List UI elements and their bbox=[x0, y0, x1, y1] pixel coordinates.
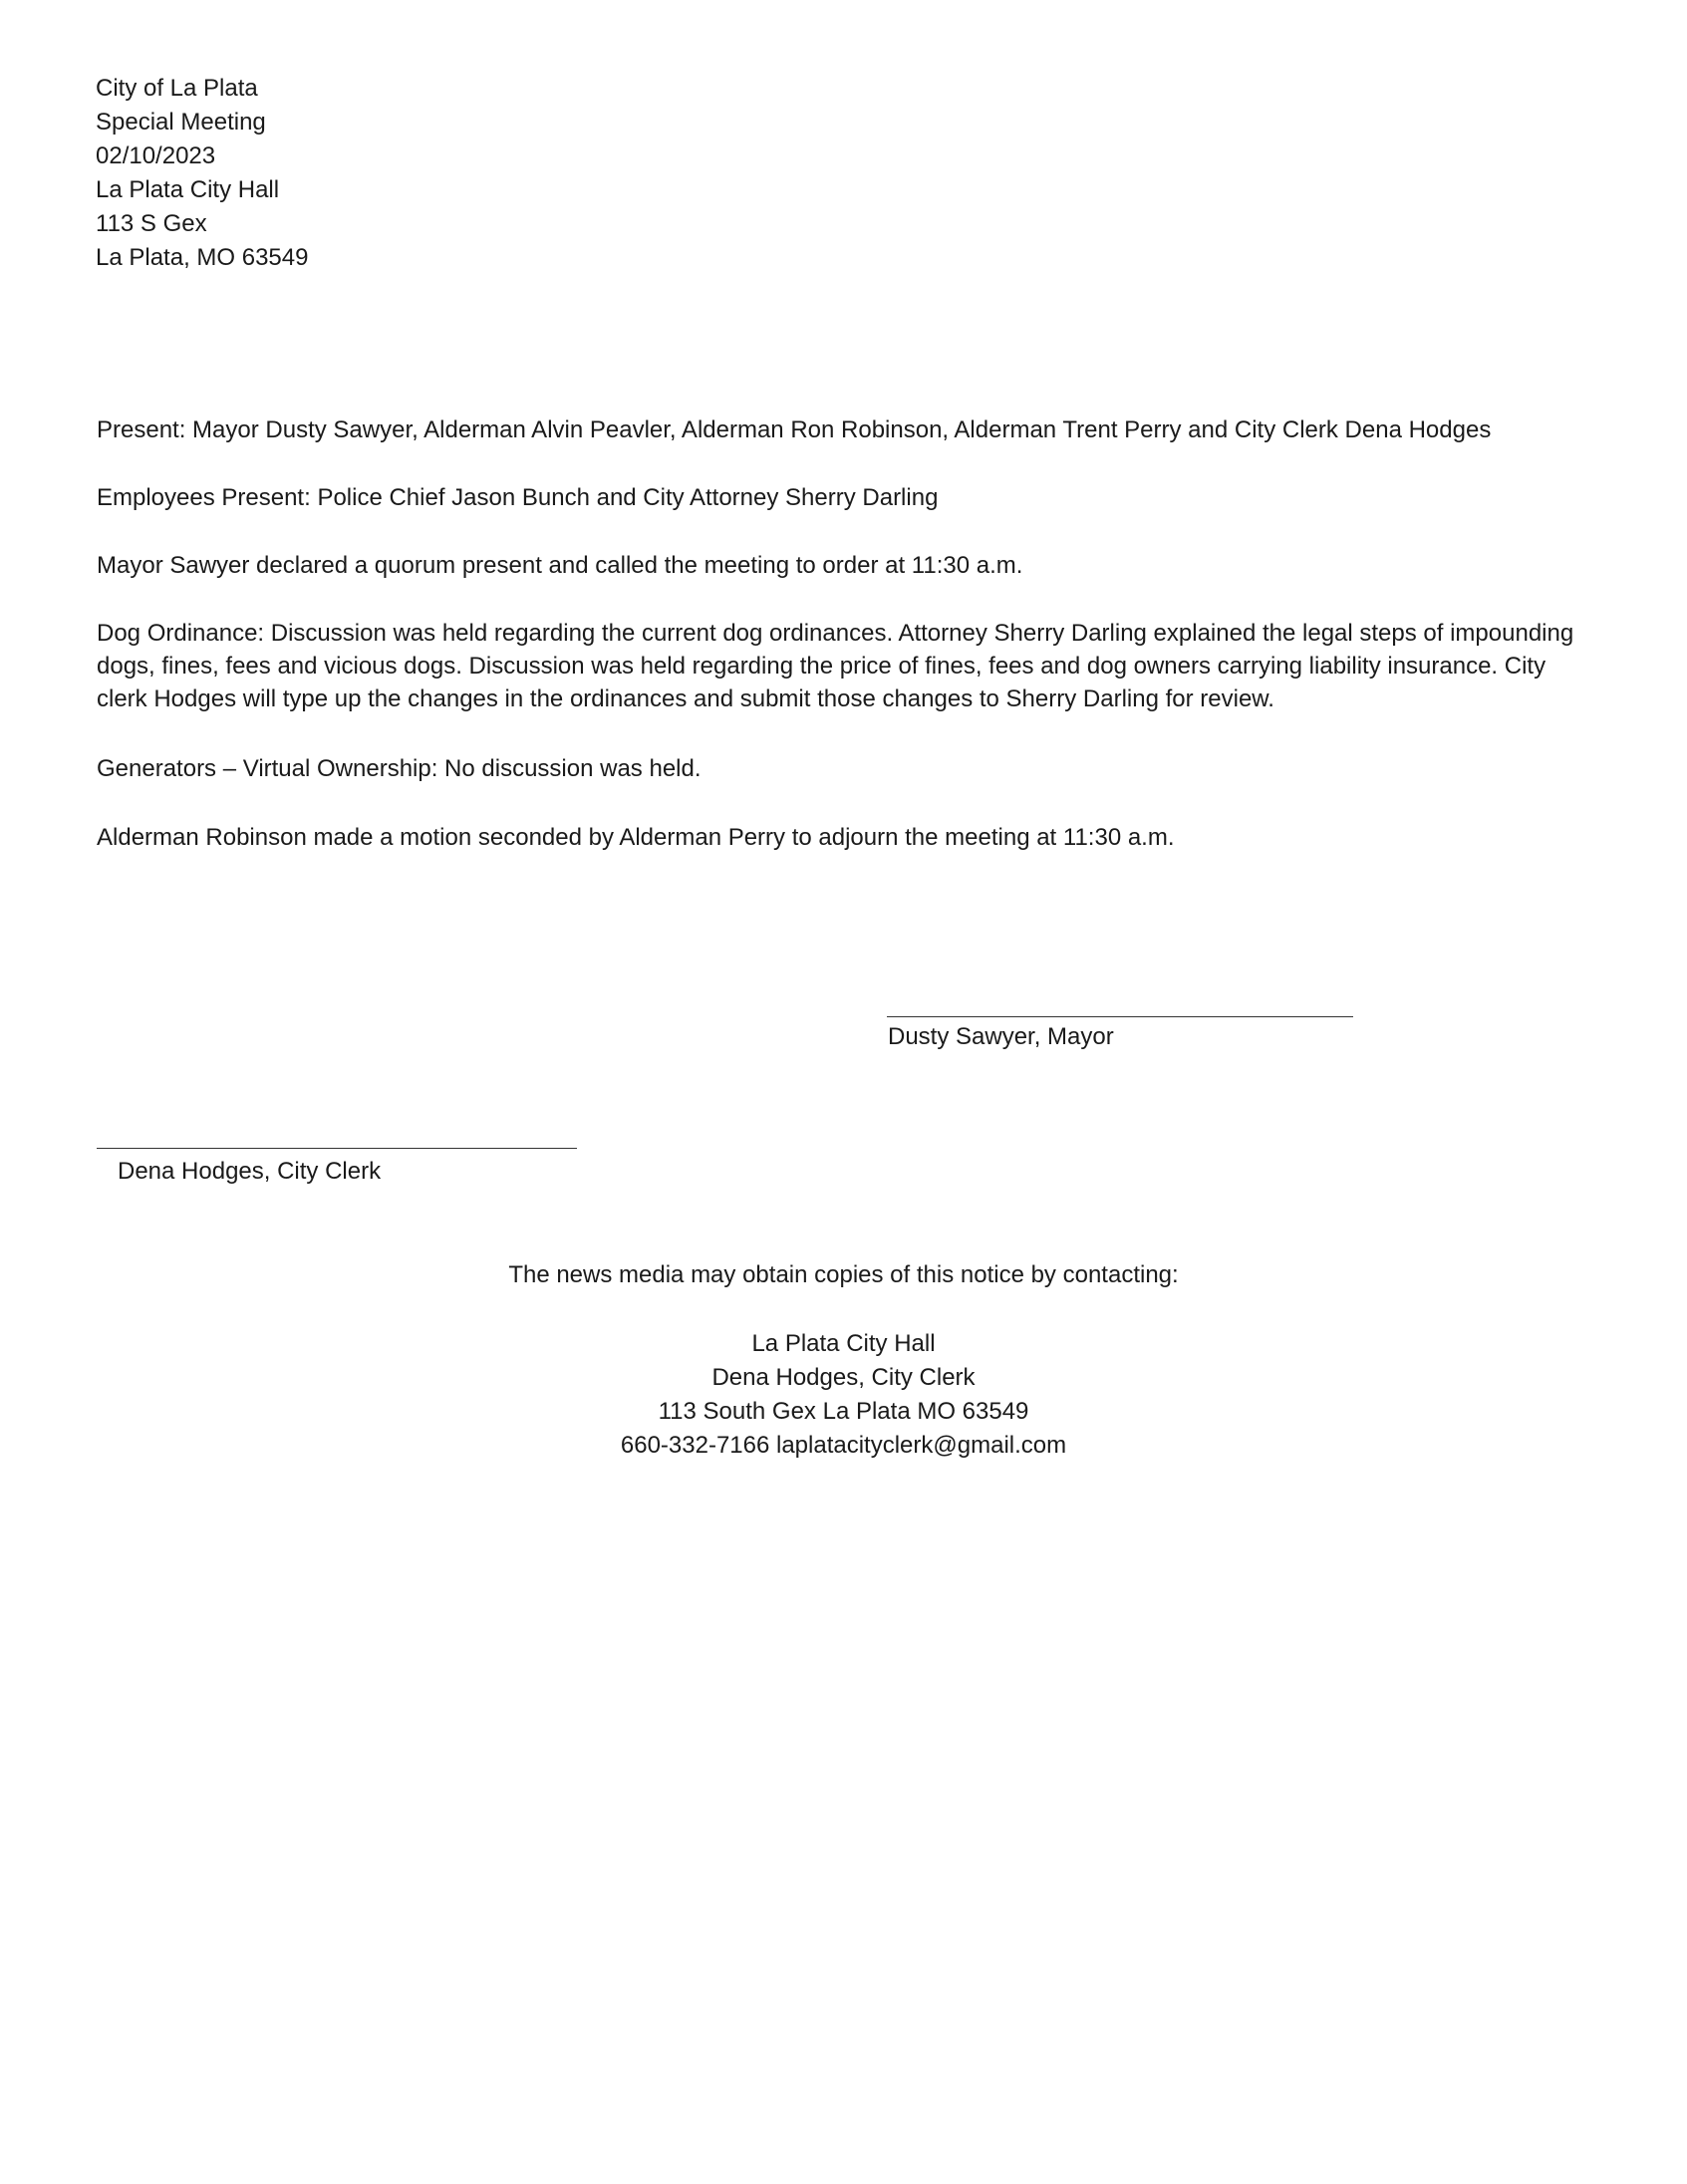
city-name: City of La Plata bbox=[96, 75, 258, 102]
contact-block bbox=[0, 1327, 1687, 1463]
contact-phone-email: 660-332-7166 laplatacityclerk@gmail.com bbox=[620, 1432, 1067, 1459]
generators-paragraph: Generators – Virtual Ownership: No discussion was held. bbox=[97, 755, 702, 782]
street-address: 113 S Gex bbox=[96, 210, 207, 237]
dog-ordinance-paragraph: Dog Ordinance: Discussion was held regarding the current dog ordinances. Attorney Sherry Darling explained the legal steps of impounding dogs, fines, fees and vicious dogs. Discussion was held regarding the price of fines, fees and dog owners carrying liability insurance. City clerk Hodges will type up the changes in the ordinances and submit those changes to Sherry Darling for review. bbox=[97, 620, 1574, 712]
city-state-zip: La Plata, MO 63549 bbox=[96, 244, 309, 271]
clerk-signature-label: Dena Hodges, City Clerk bbox=[118, 1158, 382, 1185]
employees-present-paragraph: Employees Present: Police Chief Jason Bunch and City Attorney Sherry Darling bbox=[97, 484, 939, 511]
contact-name: Dena Hodges, City Clerk bbox=[711, 1364, 976, 1391]
clerk-signature-line bbox=[97, 1148, 577, 1149]
mayor-signature-line bbox=[887, 1016, 1353, 1017]
meeting-type: Special Meeting bbox=[96, 109, 266, 136]
mayor-signature-label: Dusty Sawyer, Mayor bbox=[888, 1023, 1114, 1050]
meeting-header bbox=[96, 72, 308, 275]
notice-intro bbox=[0, 1258, 1687, 1292]
present-paragraph: Present: Mayor Dusty Sawyer, Alderman Alvin Peavler, Alderman Ron Robinson, Alderman Trent Perry and City Clerk Dena Hodges bbox=[97, 416, 1492, 443]
meeting-location: La Plata City Hall bbox=[96, 176, 280, 203]
adjourn-paragraph: Alderman Robinson made a motion seconded by Alderman Perry to adjourn the meeting at 11:30 a.m. bbox=[97, 824, 1175, 851]
contact-office: La Plata City Hall bbox=[751, 1330, 936, 1357]
meeting-date: 02/10/2023 bbox=[96, 142, 216, 169]
notice-intro-text: The news media may obtain copies of this notice by contacting: bbox=[508, 1261, 1179, 1288]
contact-address: 113 South Gex La Plata MO 63549 bbox=[658, 1398, 1029, 1425]
quorum-paragraph: Mayor Sawyer declared a quorum present and called the meeting to order at 11:30 a.m. bbox=[97, 552, 1023, 579]
